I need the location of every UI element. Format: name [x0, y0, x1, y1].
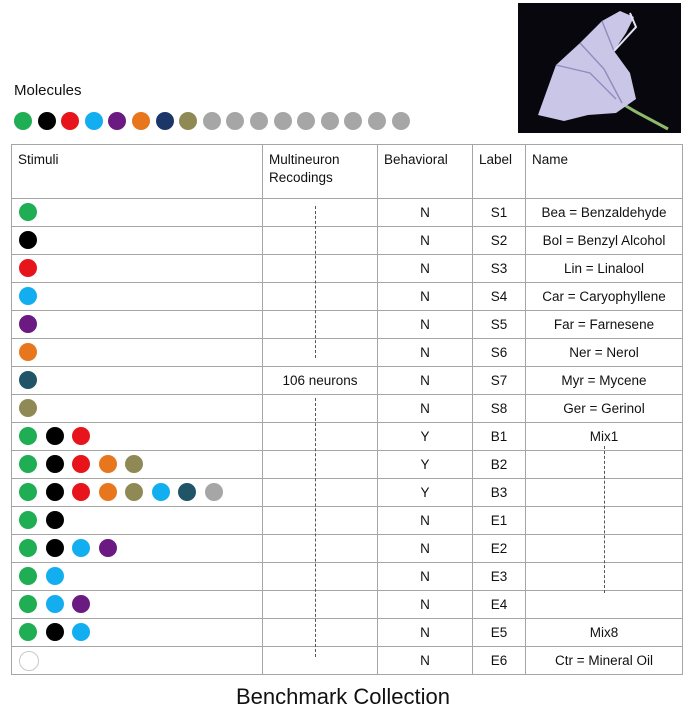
name-cell: Ctr = Mineral Oil — [526, 647, 683, 675]
molecule-dot-cyan — [85, 112, 103, 130]
stimulus-dot-teal — [19, 371, 37, 389]
stimulus-dot-green — [19, 511, 37, 529]
label-cell: S2 — [473, 227, 526, 255]
stimulus-cell — [12, 367, 263, 395]
multineuron-cell — [263, 339, 378, 367]
molecule-dot-gray — [344, 112, 362, 130]
name-cell: Ger = Gerinol — [526, 395, 683, 423]
molecule-dot-gray — [274, 112, 292, 130]
stimulus-dot-red — [72, 455, 90, 473]
multineuron-cell — [263, 563, 378, 591]
stimulus-dot-green — [19, 455, 37, 473]
behavioral-cell: N — [378, 227, 473, 255]
stimulus-cell — [12, 507, 263, 535]
table-row — [12, 563, 683, 591]
stimulus-cell — [12, 535, 263, 563]
behavioral-cell: N — [378, 311, 473, 339]
stimulus-dot-black — [46, 623, 64, 641]
label-cell: E3 — [473, 563, 526, 591]
stimulus-dot-green — [19, 483, 37, 501]
label-cell: S5 — [473, 311, 526, 339]
header-name: Name — [526, 145, 683, 199]
label-cell: B1 — [473, 423, 526, 451]
molecule-dot-olive — [179, 112, 197, 130]
multineuron-cell — [263, 311, 378, 339]
stimulus-dot-black — [46, 483, 64, 501]
molecule-dot-gray — [203, 112, 221, 130]
header-behavioral: Behavioral — [378, 145, 473, 199]
stimulus-cell — [12, 591, 263, 619]
behavioral-cell: Y — [378, 423, 473, 451]
stimulus-cell — [12, 255, 263, 283]
multineuron-dashed-line-upper — [315, 206, 316, 358]
stimulus-dot-green — [19, 567, 37, 585]
name-cell: Mix8 — [526, 619, 683, 647]
table-row — [12, 507, 683, 535]
behavioral-cell: N — [378, 507, 473, 535]
table-row — [12, 395, 683, 423]
table-row — [12, 535, 683, 563]
table-row — [12, 367, 683, 395]
table-row — [12, 479, 683, 507]
label-cell: E5 — [473, 619, 526, 647]
label-cell: S7 — [473, 367, 526, 395]
stimulus-dot-red — [72, 483, 90, 501]
behavioral-cell: N — [378, 619, 473, 647]
behavioral-cell: N — [378, 339, 473, 367]
stimulus-dot-teal — [178, 483, 196, 501]
name-dashed-line — [604, 446, 605, 593]
stimulus-dot-red — [72, 427, 90, 445]
behavioral-cell: N — [378, 535, 473, 563]
multineuron-cell — [263, 227, 378, 255]
stimulus-cell — [12, 283, 263, 311]
multineuron-dashed-line-lower — [315, 398, 316, 657]
stimulus-dot-purple — [72, 595, 90, 613]
behavioral-cell: N — [378, 199, 473, 227]
stimulus-dot-black — [46, 511, 64, 529]
molecule-dot-gray — [321, 112, 339, 130]
header-multineuron-line2: Recodings — [269, 170, 333, 185]
label-cell: E2 — [473, 535, 526, 563]
stimulus-dot-olive — [125, 483, 143, 501]
stimulus-dot-purple — [19, 315, 37, 333]
multineuron-cell — [263, 507, 378, 535]
header-multineuron — [263, 145, 378, 199]
multineuron-cell — [263, 591, 378, 619]
stimulus-cell — [12, 619, 263, 647]
stimulus-dot-purple — [99, 539, 117, 557]
table-row — [12, 647, 683, 675]
stimulus-dot-cyan — [72, 623, 90, 641]
stimulus-dot-red — [19, 259, 37, 277]
flower-photo — [518, 3, 681, 133]
multineuron-cell — [263, 283, 378, 311]
multineuron-cell — [263, 255, 378, 283]
behavioral-cell: N — [378, 647, 473, 675]
molecule-dot-gray — [297, 112, 315, 130]
behavioral-cell: N — [378, 591, 473, 619]
stimulus-dot-black — [19, 231, 37, 249]
table-row — [12, 423, 683, 451]
table-row — [12, 283, 683, 311]
multineuron-cell — [263, 535, 378, 563]
stimulus-dot-cyan — [152, 483, 170, 501]
stimulus-dot-green — [19, 203, 37, 221]
header-multineuron-line1: Multineuron — [269, 152, 340, 167]
name-cell: Ner = Nerol — [526, 339, 683, 367]
stimulus-cell — [12, 647, 263, 675]
label-cell: S1 — [473, 199, 526, 227]
stimulus-cell — [12, 395, 263, 423]
stimulus-cell — [12, 451, 263, 479]
stimulus-dot-green — [19, 623, 37, 641]
header-label: Label — [473, 145, 526, 199]
table-row — [12, 619, 683, 647]
multineuron-cell: 106 neurons — [263, 367, 378, 395]
table-row — [12, 199, 683, 227]
table-row — [12, 339, 683, 367]
stimulus-cell — [12, 339, 263, 367]
stimulus-cell — [12, 199, 263, 227]
name-cell: Mix1 — [526, 423, 683, 451]
label-cell: S8 — [473, 395, 526, 423]
molecule-dot-black — [38, 112, 56, 130]
label-cell: S4 — [473, 283, 526, 311]
name-cell: Far = Farnesene — [526, 311, 683, 339]
multineuron-cell — [263, 647, 378, 675]
stimulus-dot-gray — [205, 483, 223, 501]
stimulus-cell — [12, 563, 263, 591]
behavioral-cell: N — [378, 283, 473, 311]
stimulus-cell — [12, 423, 263, 451]
stimulus-dot-green — [19, 427, 37, 445]
label-cell: E1 — [473, 507, 526, 535]
multineuron-cell — [263, 479, 378, 507]
header-stimuli: Stimuli — [12, 145, 263, 199]
stimulus-dot-green — [19, 595, 37, 613]
stimulus-dot-orange — [99, 483, 117, 501]
label-cell: E4 — [473, 591, 526, 619]
multineuron-cell — [263, 395, 378, 423]
behavioral-cell: N — [378, 255, 473, 283]
label-cell: B3 — [473, 479, 526, 507]
stimulus-dot-orange — [99, 455, 117, 473]
stimulus-dot-green — [19, 539, 37, 557]
molecule-dot-purple — [108, 112, 126, 130]
table-row — [12, 311, 683, 339]
name-cell — [526, 591, 683, 619]
behavioral-cell: N — [378, 367, 473, 395]
multineuron-cell — [263, 199, 378, 227]
stimulus-dot-white — [19, 651, 39, 671]
stimulus-dot-black — [46, 539, 64, 557]
stimulus-dot-cyan — [46, 567, 64, 585]
behavioral-cell: N — [378, 563, 473, 591]
molecule-dot-gray — [250, 112, 268, 130]
stimulus-dot-cyan — [72, 539, 90, 557]
label-cell: E6 — [473, 647, 526, 675]
behavioral-cell: Y — [378, 451, 473, 479]
molecule-dot-red — [61, 112, 79, 130]
multineuron-cell — [263, 619, 378, 647]
table-row — [12, 255, 683, 283]
stimulus-cell — [12, 227, 263, 255]
behavioral-cell: N — [378, 395, 473, 423]
molecule-dot-green — [14, 112, 32, 130]
name-cell: Car = Caryophyllene — [526, 283, 683, 311]
stimulus-dot-olive — [125, 455, 143, 473]
molecule-dot-navy — [156, 112, 174, 130]
stimulus-dot-cyan — [19, 287, 37, 305]
stimulus-dot-black — [46, 455, 64, 473]
footer-caption: Benchmark Collection — [236, 684, 450, 709]
label-cell: S6 — [473, 339, 526, 367]
table-row — [12, 451, 683, 479]
molecule-dot-gray — [368, 112, 386, 130]
multineuron-cell — [263, 451, 378, 479]
stimulus-cell — [12, 479, 263, 507]
stimulus-dot-cyan — [46, 595, 64, 613]
behavioral-cell: Y — [378, 479, 473, 507]
stimulus-dot-olive — [19, 399, 37, 417]
stimulus-dot-black — [46, 427, 64, 445]
molecule-dot-gray — [226, 112, 244, 130]
stimuli-table — [11, 144, 683, 675]
molecules-title: Molecules — [14, 82, 82, 99]
multineuron-cell — [263, 423, 378, 451]
molecule-dot-gray — [392, 112, 410, 130]
table-row — [12, 227, 683, 255]
table-header-row — [12, 145, 683, 199]
molecule-dot-orange — [132, 112, 150, 130]
name-cell: Myr = Mycene — [526, 367, 683, 395]
table-row — [12, 591, 683, 619]
label-cell: B2 — [473, 451, 526, 479]
stimulus-dot-orange — [19, 343, 37, 361]
name-cell: Lin = Linalool — [526, 255, 683, 283]
stimulus-cell — [12, 311, 263, 339]
label-cell: S3 — [473, 255, 526, 283]
name-cell: Bol = Benzyl Alcohol — [526, 227, 683, 255]
name-cell: Bea = Benzaldehyde — [526, 199, 683, 227]
